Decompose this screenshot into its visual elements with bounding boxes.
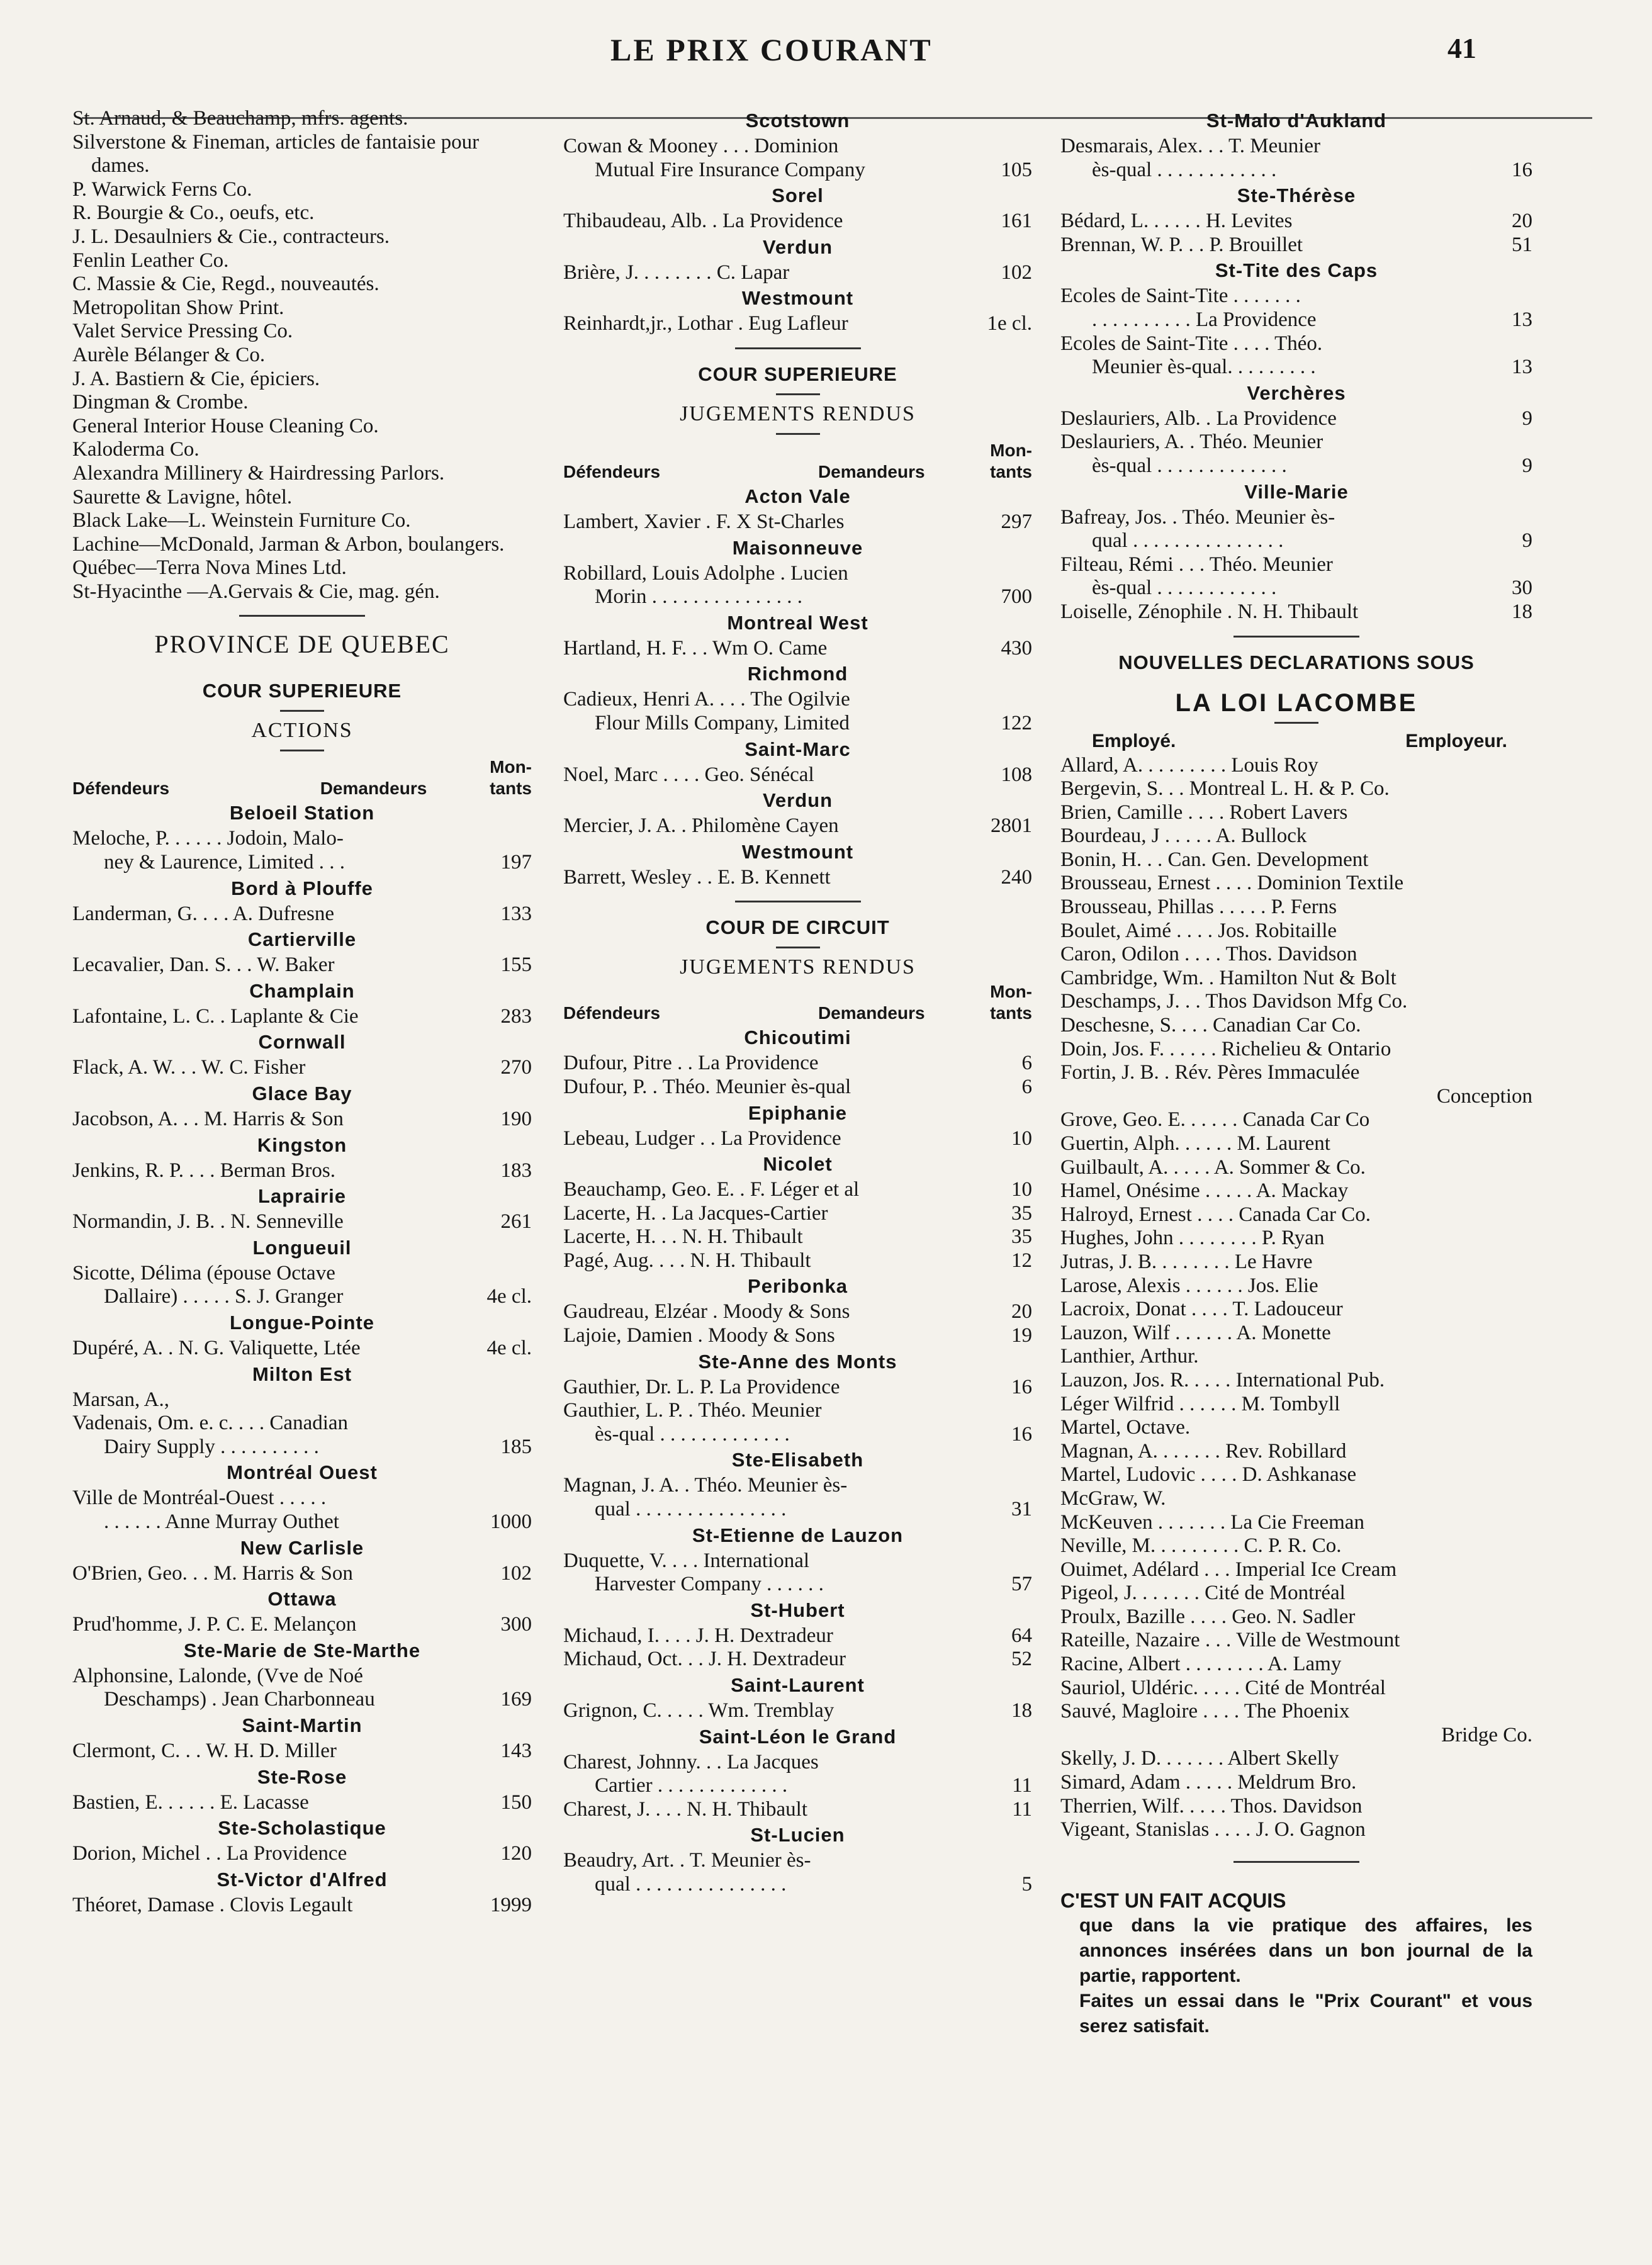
judgment-entry: Gauthier, Dr. L. P. La Providence 16 (563, 1375, 1032, 1398)
locality-header: Saint-Marc (745, 738, 851, 760)
amount: 11 (1012, 1774, 1032, 1797)
amount: 150 (500, 1790, 532, 1814)
locality-header: Verchères (1247, 381, 1346, 404)
amount: 122 (1001, 711, 1032, 734)
amount: 1e cl. (987, 312, 1032, 335)
judgment-entry: Lajoie, Damien . Moody & Sons 19 (563, 1324, 1032, 1347)
list-item: Caron, Odilon . . . . Thos. Davidson (1060, 943, 1357, 966)
column-header-demandeurs: Demandeurs (818, 461, 925, 481)
judgment-entry: Lecavalier, Dan. S. . . W. Baker 155 (72, 953, 532, 977)
locality-header: Verdun (762, 235, 833, 258)
judgments-heading: JUGEMENTS RENDUS (680, 402, 916, 425)
judgment-entry: Brière, J. . . . . . . . C. Lapar 102 (563, 261, 1032, 284)
judgment-entry: Dufour, Pitre . . La Providence 6 (563, 1052, 1032, 1075)
circuit-heading: COUR DE CIRCUIT (705, 916, 890, 939)
locality-header: Ottawa (267, 1588, 337, 1610)
amount: 13 (1512, 356, 1532, 379)
list-item: Brousseau, Ernest . . . . Dominion Textile (1060, 872, 1404, 895)
judgment-entry: Deslauriers, A. . Théo. Meunier ès-qual . . . . . . . . . . . . . 9 (1060, 430, 1532, 477)
list-item: Sauvé, Magloire . . . . The Phoenix (1060, 1700, 1350, 1723)
list-item: Doin, Jos. F. . . . . . Richelieu & Ontario (1060, 1037, 1391, 1060)
judgment-entry: Lacerte, H. . . N. H. Thibault 35 (563, 1225, 1032, 1249)
amount: 6 (1021, 1075, 1032, 1098)
judgment-entry: Ecoles de Saint-Tite . . . . Théo. Meunier ès-qual. . . . . . . . . 13 (1060, 332, 1532, 379)
column-header-montants: Mon- tants (490, 757, 532, 799)
list-item: R. Bourgie & Co., oeufs, etc. (72, 201, 315, 225)
amount: 1000 (490, 1510, 532, 1533)
list-item: Martel, Octave. (1060, 1416, 1191, 1439)
amount: 5 (1021, 1872, 1032, 1896)
judgment-entry: Duquette, V. . . . International Harvester Company . . . . . . 57 (563, 1549, 1032, 1596)
judgment-entry: Dufour, P. . Théo. Meunier ès-qual 6 (563, 1075, 1032, 1098)
amount: 9 (1522, 529, 1532, 553)
amount: 183 (500, 1159, 532, 1182)
locality-header: Milton Est (252, 1363, 352, 1385)
ad-body: que dans la vie pratique des affaires, les annonces insérées dans un bon journal de la partie, rapportent. (1079, 1914, 1532, 1986)
column-header-montants: Mon- tants (990, 982, 1032, 1023)
amount: 13 (1512, 308, 1532, 331)
locality-header: Acton Vale (745, 485, 851, 507)
judgment-entry: Charest, J. . . . N. H. Thibault 11 (563, 1797, 1032, 1821)
advertisement (1060, 1888, 1532, 2039)
amount: 1999 (490, 1893, 532, 1916)
list-item: Hughes, John . . . . . . . . P. Ryan (1060, 1227, 1325, 1250)
judgment-entry: Gauthier, L. P. . Théo. Meunier ès-qual . . . . . . . . . . . . . 16 (563, 1399, 1032, 1446)
locality-header: St-Tite des Caps (1215, 259, 1378, 282)
amount: 102 (500, 1561, 532, 1585)
table-header (563, 440, 1032, 483)
list-item: Ouimet, Adélard . . . Imperial Ice Cream (1060, 1558, 1397, 1581)
amount: 169 (500, 1688, 532, 1711)
amount: 133 (500, 902, 532, 925)
list-item: Magnan, A. . . . . . . Rev. Robillard (1060, 1439, 1347, 1463)
amount: 161 (1001, 210, 1032, 233)
locality-header: Westmount (741, 287, 854, 310)
amount: 283 (500, 1004, 532, 1028)
locality-header: Montreal West (727, 611, 868, 634)
list-item: Metropolitan Show Print. (72, 296, 284, 319)
short-divider (1274, 722, 1318, 724)
list-item: Saurette & Lavigne, hôtel. (72, 485, 293, 509)
amount: 108 (1001, 763, 1032, 786)
list-item: Lauzon, Wilf . . . . . . A. Monette (1060, 1321, 1331, 1344)
judgment-entry: Clermont, C. . . W. H. D. Miller 143 (72, 1739, 532, 1762)
lacombe-list (1060, 754, 1532, 1842)
locality-header: St-Hubert (750, 1599, 845, 1621)
list-item: Valet Service Pressing Co. (72, 320, 293, 343)
list-item: Bergevin, S. . . Montreal L. H. & P. Co. (1060, 777, 1390, 801)
list-item: Cambridge, Wm. . Hamilton Nut & Bolt (1060, 966, 1396, 989)
short-divider (776, 393, 820, 395)
column-header-demandeurs: Demandeurs (818, 1003, 925, 1023)
amount: 102 (1001, 261, 1032, 284)
amount: 261 (500, 1210, 532, 1234)
declarations-heading: NOUVELLES DECLARATIONS SOUS (1118, 651, 1475, 673)
short-divider (280, 710, 324, 712)
locality-header: Chicoutimi (744, 1026, 851, 1049)
locality-header: Nicolet (763, 1153, 833, 1176)
locality-header: Ste-Rose (257, 1765, 347, 1788)
court-heading: COUR SUPERIEURE (698, 363, 897, 385)
list-item: General Interior House Cleaning Co. (72, 414, 379, 437)
locality-header: Montréal Ouest (227, 1461, 378, 1484)
locality-header: Longueuil (252, 1236, 352, 1259)
amount: 4e cl. (486, 1337, 532, 1359)
locality-header: St-Lucien (750, 1824, 845, 1846)
locality-header: Ville-Marie (1244, 480, 1349, 503)
list-item: Martel, Ludovic . . . . D. Ashkanase (1060, 1463, 1357, 1487)
column-1 (72, 107, 532, 1917)
judgment-entry: Jenkins, R. P. . . . Berman Bros. 183 (72, 1159, 532, 1182)
amount: 16 (1011, 1375, 1032, 1398)
list-item: Brousseau, Phillas . . . . . P. Ferns (1060, 896, 1337, 919)
judgment-entry: Cadieux, Henri A. . . . The Ogilvie Flour Mills Company, Limited 122 (563, 688, 1032, 734)
locality-header: Longue-Pointe (230, 1312, 374, 1334)
judgment-entry: Barrett, Wesley . . E. B. Kennett 240 (563, 865, 1032, 889)
column-3 (1060, 107, 1532, 2039)
amount: 20 (1512, 210, 1532, 233)
list-item: McKeuven . . . . . . . La Cie Freeman (1060, 1510, 1364, 1534)
judgment-entry: Marsan, A., Vadenais, Om. e. c. . . . Canadian Dairy Supply . . . . . . . . . . 185 (72, 1388, 532, 1458)
column-header-employeur: Employeur. (1405, 730, 1507, 751)
list-item: St-Hyacinthe —A.Gervais & Cie, mag. gén. (72, 580, 440, 603)
list-item: J. A. Bastiern & Cie, épiciers. (72, 367, 320, 390)
amount: 700 (1001, 585, 1032, 609)
amount: 51 (1512, 233, 1532, 256)
judgment-entry: Normandin, J. B. . N. Senneville 261 (72, 1210, 532, 1234)
judgment-entry: Deslauriers, Alb. . La Providence 9 (1060, 407, 1532, 430)
locality-header: Champlain (249, 979, 355, 1002)
judgment-entry: Ecoles de Saint-Tite . . . . . . . . . . . . . . . . . La Providence 13 (1060, 284, 1532, 331)
judgment-entry: Lacerte, H. . La Jacques-Cartier 35 (563, 1201, 1032, 1225)
list-item: Simard, Adam . . . . . Meldrum Bro. (1060, 1771, 1357, 1794)
judgment-entry: Loiselle, Zénophile . N. H. Thibault 18 (1060, 600, 1532, 623)
list-item: Aurèle Bélanger & Co. (72, 343, 266, 366)
list-item: Bridge Co. (1441, 1723, 1532, 1746)
amount: 300 (500, 1613, 532, 1636)
locality-header: Scotstown (745, 110, 850, 132)
judgment-entry: Noel, Marc . . . . Geo. Sénécal 108 (563, 763, 1032, 786)
column-header-demandeurs: Demandeurs (320, 778, 427, 799)
list-item: Fenlin Leather Co. (72, 249, 229, 272)
amount: 64 (1011, 1624, 1032, 1647)
amount: 10 (1011, 1178, 1032, 1201)
amount: 270 (500, 1056, 532, 1079)
section-divider (735, 901, 861, 902)
judgment-entry: Sicotte, Délima (épouse Octave Dallaire) . . . . . S. J. Granger 4e cl. (72, 1261, 532, 1308)
lacombe-heading: LA LOI LACOMBE (1175, 688, 1418, 717)
locality-header: Richmond (747, 663, 848, 685)
locality-header: Beloeil Station (229, 802, 375, 824)
judgment-entry: Brennan, W. P. . . P. Brouillet 51 (1060, 233, 1532, 256)
locality-header: Laprairie (258, 1185, 346, 1208)
amount: 31 (1011, 1498, 1032, 1521)
judgment-entry: Alphonsine, Lalonde, (Vve de Noé Deschamps) . Jean Charbonneau 169 (72, 1664, 532, 1711)
locality-header: New Carlisle (240, 1536, 364, 1559)
judgment-entry: Théoret, Damase . Clovis Legault 1999 (72, 1893, 532, 1916)
amount: 12 (1011, 1249, 1032, 1272)
judgment-entry: Michaud, Oct. . . J. H. Dextradeur 52 (563, 1648, 1032, 1671)
judgment-entry: Meloche, P. . . . . . Jodoin, Malo- ney & Laurence, Limited . . . 197 (72, 827, 532, 874)
list-item: Deschamps, J. . . Thos Davidson Mfg Co. (1060, 990, 1408, 1013)
judgment-entry: Beaudry, Art. . T. Meunier ès- qual . . . . . . . . . . . . . . . 5 (563, 1849, 1032, 1896)
locality-header: Ste-Scholastique (218, 1817, 386, 1840)
locality-header: Westmount (741, 840, 854, 863)
amount: 16 (1011, 1422, 1032, 1446)
amount: 240 (1001, 865, 1032, 889)
locality-header: Sorel (772, 184, 824, 207)
list-item: Hamel, Onésime . . . . . A. Mackay (1060, 1179, 1349, 1203)
list-item: Léger Wilfrid . . . . . . M. Tombyll (1060, 1392, 1340, 1415)
amount: 2801 (991, 814, 1032, 838)
judgment-entry: Lafontaine, L. C. . Laplante & Cie 283 (72, 1004, 532, 1028)
amount: 9 (1522, 407, 1532, 430)
locality-header: Bord à Plouffe (231, 877, 373, 899)
locality-header: Peribonka (748, 1275, 848, 1298)
list-item: Jutras, J. B. . . . . . . . Le Havre (1060, 1250, 1313, 1273)
page-number: 41 (1447, 32, 1476, 64)
list-item: Skelly, J. D. . . . . . . Albert Skelly (1060, 1747, 1339, 1770)
amount: 16 (1512, 158, 1532, 181)
section-divider (1233, 636, 1359, 638)
court-heading: COUR SUPERIEURE (202, 680, 402, 702)
page-header-title: LE PRIX COURANT (610, 32, 933, 67)
amount: 120 (500, 1842, 532, 1865)
list-item: Sauriol, Uldéric. . . . . Cité de Montréal (1060, 1676, 1386, 1699)
judgment-entry: Dorion, Michel . . La Providence 120 (72, 1842, 532, 1865)
list-item: Brien, Camille . . . . Robert Lavers (1060, 801, 1348, 824)
column-2 (563, 107, 1032, 1897)
judgment-entry: Mercier, J. A. . Philomène Cayen 2801 (563, 814, 1032, 838)
judgment-entry: Dupéré, A. . N. G. Valiquette, Ltée 4e cl. (72, 1337, 532, 1359)
list-item: St. Arnaud, & Beauchamp, mfrs. agents. (72, 107, 408, 130)
amount: 4e cl. (486, 1285, 532, 1308)
locality-header: Ste-Marie de Ste-Marthe (183, 1639, 421, 1661)
list-item: Fortin, J. B. . Rév. Pères Immaculée (1060, 1061, 1360, 1084)
amount: 20 (1011, 1300, 1032, 1324)
amount: 18 (1011, 1699, 1032, 1722)
locality-header: Cornwall (258, 1031, 346, 1054)
amount: 19 (1011, 1324, 1032, 1347)
judgment-entry: Grignon, C. . . . . Wm. Tremblay 18 (563, 1699, 1032, 1722)
business-list (72, 107, 532, 604)
amount: 35 (1011, 1225, 1032, 1249)
judgment-entry: Filteau, Rémi . . . Théo. Meunier ès-qual . . . . . . . . . . . . 30 (1060, 553, 1532, 600)
list-item: Alexandra Millinery & Hairdressing Parlors. (72, 461, 445, 485)
list-item: Dingman & Crombe. (72, 391, 249, 414)
judgment-entry: Bafreay, Jos. . Théo. Meunier ès- qual . . . . . . . . . . . . . . . 9 (1060, 505, 1532, 553)
amount: 30 (1512, 576, 1532, 600)
amount: 11 (1012, 1797, 1032, 1821)
section-divider (1233, 1861, 1359, 1863)
judgment-entry: Prud'homme, J. P. C. E. Melançon 300 (72, 1613, 532, 1636)
amount: 52 (1011, 1648, 1032, 1671)
list-item: Lachine—McDonald, Jarman & Arbon, boulangers. (72, 532, 505, 556)
list-item: Bourdeau, J . . . . . A. Bullock (1060, 824, 1307, 848)
judgment-entry: Bédard, L. . . . . . H. Levites 20 (1060, 210, 1532, 233)
list-item: Guilbault, A. . . . . A. Sommer & Co. (1060, 1155, 1366, 1179)
table-header (1060, 729, 1532, 754)
locality-header: St-Victor d'Alfred (216, 1868, 388, 1891)
list-item: Black Lake—L. Weinstein Furniture Co. (72, 509, 411, 532)
list-item: Silverstone & Fineman, articles de fantaisie pour dames. (72, 130, 480, 177)
judgment-entry: Pagé, Aug. . . . N. H. Thibault 12 (563, 1249, 1032, 1272)
locality-header: Ste-Elisabeth (731, 1449, 864, 1471)
column-header-defendeurs: Défendeurs (563, 1003, 661, 1023)
list-item: Pigeol, J. . . . . . . Cité de Montréal (1060, 1582, 1346, 1605)
section-divider (239, 615, 365, 617)
short-divider (776, 433, 820, 435)
ad-title: C'EST UN FAIT ACQUIS (1060, 1889, 1286, 1912)
list-item: Boulet, Aimé . . . . Jos. Robitaille (1060, 919, 1337, 942)
judgment-entry: Landerman, G. . . . A. Dufresne 133 (72, 902, 532, 925)
amount: 105 (1001, 158, 1032, 181)
amount: 6 (1021, 1052, 1032, 1075)
amount: 35 (1011, 1201, 1032, 1225)
list-item: Conception (1436, 1084, 1532, 1108)
locality-header: Cartierville (247, 928, 357, 951)
locality-header: Kingston (257, 1133, 347, 1156)
list-item: Allard, A. . . . . . . . . Louis Roy (1060, 753, 1318, 777)
judgment-entry: Jacobson, A. . . M. Harris & Son 190 (72, 1108, 532, 1131)
judgment-entry: Beauchamp, Geo. E. . F. Léger et al 10 (563, 1178, 1032, 1201)
list-item: Therrien, Wilf. . . . . Thos. Davidson (1060, 1794, 1363, 1818)
judgment-entry: Robillard, Louis Adolphe . Lucien Morin . . . . . . . . . . . . . . . 700 (563, 561, 1032, 609)
list-item: Kaloderma Co. (72, 438, 199, 461)
column-header-defendeurs: Défendeurs (72, 778, 170, 799)
short-divider (280, 750, 324, 751)
amount: 57 (1011, 1573, 1032, 1596)
list-item: Larose, Alexis . . . . . . Jos. Elie (1060, 1274, 1318, 1297)
judgment-entry: Ville de Montréal-Ouest . . . . . . . . . . . Anne Murray Outhet 1000 (72, 1487, 532, 1533)
locality-header: St-Malo d'Aukland (1206, 110, 1387, 132)
locality-header: Saint-Léon le Grand (699, 1725, 897, 1748)
amount: 430 (1001, 636, 1032, 660)
locality-header: Epiphanie (748, 1101, 848, 1124)
column-header-montants: Mon- tants (990, 440, 1032, 481)
judgment-entry: Reinhardt,jr., Lothar . Eug Lafleur 1e cl. (563, 312, 1032, 335)
list-item: P. Warwick Ferns Co. (72, 177, 252, 201)
table-header (72, 756, 532, 799)
judgment-entry: Magnan, J. A. . Théo. Meunier ès- qual . . . . . . . . . . . . . . . 31 (563, 1474, 1032, 1521)
list-item: Proulx, Bazille . . . . Geo. N. Sadler (1060, 1605, 1356, 1628)
list-item: Bonin, H. . . Can. Gen. Development (1060, 848, 1369, 871)
column-header-defendeurs: Défendeurs (563, 461, 661, 481)
judgment-entry: Flack, A. W. . . W. C. Fisher 270 (72, 1056, 532, 1079)
amount: 9 (1522, 454, 1532, 477)
locality-header: Verdun (762, 789, 833, 812)
column-header-employe: Employé. (1092, 730, 1176, 751)
amount: 297 (1001, 510, 1032, 533)
judgments-heading: JUGEMENTS RENDUS (680, 955, 916, 979)
judgment-entry: Desmarais, Alex. . . T. Meunier ès-qual . . . . . . . . . . . . 16 (1060, 135, 1532, 181)
judgment-entry: Thibaudeau, Alb. . La Providence 161 (563, 210, 1032, 233)
judgment-entry: O'Brien, Geo. . . M. Harris & Son 102 (72, 1561, 532, 1585)
list-item: Lauzon, Jos. R. . . . . International Pub. (1060, 1368, 1385, 1391)
amount: 18 (1512, 600, 1532, 623)
locality-header: Saint-Laurent (731, 1674, 865, 1696)
list-item: Guertin, Alph. . . . . . M. Laurent (1060, 1132, 1330, 1155)
short-divider (776, 947, 820, 948)
amount: 10 (1011, 1127, 1032, 1150)
amount: 155 (500, 953, 532, 977)
judgment-entry: Michaud, I. . . . J. H. Dextradeur 64 (563, 1624, 1032, 1647)
list-item: Racine, Albert . . . . . . . . A. Lamy (1060, 1653, 1342, 1676)
locality-header: Ste-Thérèse (1237, 184, 1356, 207)
locality-header: Ste-Anne des Monts (698, 1350, 897, 1373)
amount: 197 (500, 851, 532, 874)
list-item: Québec—Terra Nova Mines Ltd. (72, 556, 347, 580)
section-divider (735, 347, 861, 349)
province-heading: PROVINCE DE QUEBEC (154, 630, 450, 659)
locality-header: St-Etienne de Lauzon (692, 1524, 904, 1546)
list-item: Grove, Geo. E. . . . . . Canada Car Co (1060, 1108, 1370, 1132)
actions-heading: ACTIONS (251, 719, 353, 743)
list-item: Rateille, Nazaire . . . Ville de Westmount (1060, 1629, 1400, 1652)
list-item: J. L. Desaulniers & Cie., contracteurs. (72, 225, 390, 248)
table-header (563, 981, 1032, 1024)
ad-call-to-action: Faites un essai dans le "Prix Courant" et vous serez satisfait. (1079, 1990, 1532, 2037)
judgment-entry: Lambert, Xavier . F. X St-Charles 297 (563, 510, 1032, 533)
amount: 143 (500, 1739, 532, 1762)
list-item: Lacroix, Donat . . . . T. Ladouceur (1060, 1298, 1343, 1321)
amount: 185 (500, 1435, 532, 1458)
list-item: McGraw, W. (1060, 1487, 1166, 1510)
judgment-entry: Lebeau, Ludger . . La Providence 10 (563, 1127, 1032, 1150)
list-item: Lanthier, Arthur. (1060, 1345, 1199, 1368)
list-item: C. Massie & Cie, Regd., nouveautés. (72, 273, 379, 296)
judgment-entry: Charest, Johnny. . . La Jacques Cartier . . . . . . . . . . . . . 11 (563, 1750, 1032, 1797)
locality-header: Saint-Martin (242, 1714, 362, 1736)
locality-header: Maisonneuve (732, 536, 863, 559)
list-item: Neville, M. . . . . . . . . C. P. R. Co. (1060, 1534, 1342, 1558)
judgment-entry: Hartland, H. F. . . Wm O. Came 430 (563, 636, 1032, 660)
judgment-entry: Cowan & Mooney . . . Dominion Mutual Fire Insurance Company 105 (563, 135, 1032, 181)
amount: 190 (500, 1108, 532, 1131)
locality-header: Glace Bay (252, 1082, 352, 1105)
judgment-entry: Gaudreau, Elzéar . Moody & Sons 20 (563, 1300, 1032, 1324)
list-item: Halroyd, Ernest . . . . Canada Car Co. (1060, 1203, 1371, 1226)
judgment-entry: Bastien, E. . . . . . E. Lacasse 150 (72, 1790, 532, 1814)
list-item: Vigeant, Stanislas . . . . J. O. Gagnon (1060, 1818, 1366, 1841)
list-item: Deschesne, S. . . . Canadian Car Co. (1060, 1014, 1361, 1037)
